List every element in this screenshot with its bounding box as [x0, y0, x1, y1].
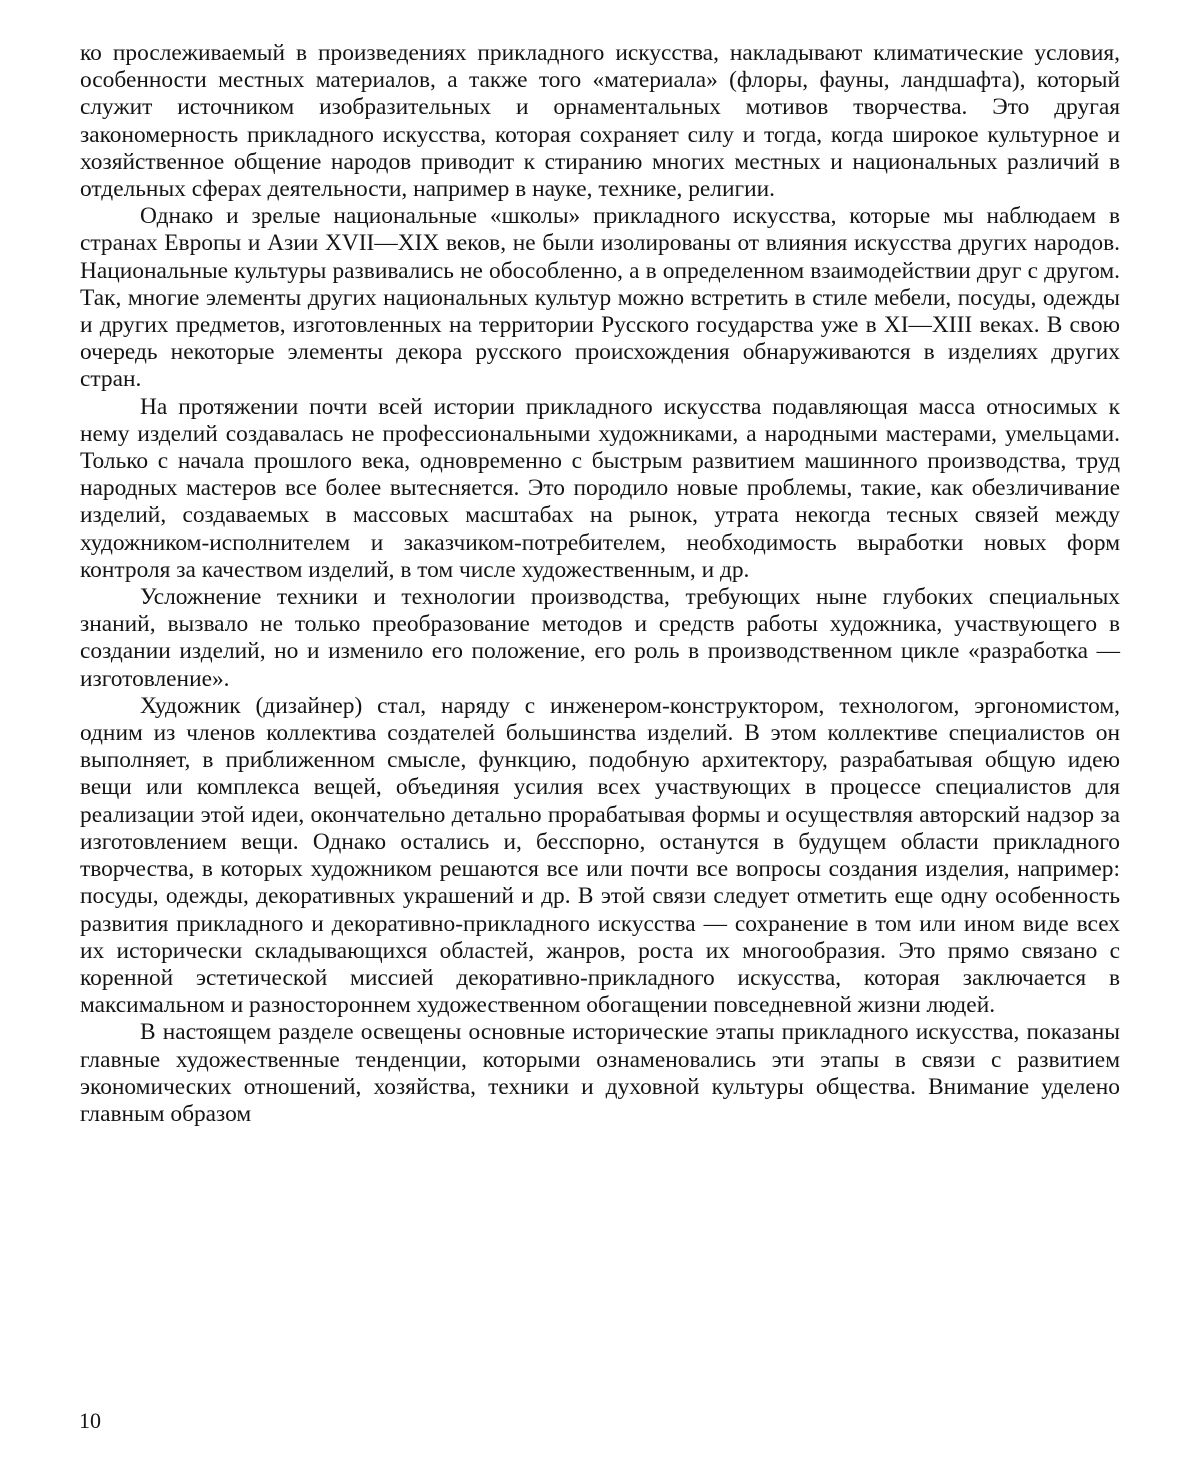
paragraph-1: ко прослеживаемый в произведениях прикладного искусства, накладывают климатические условия, особенности местных материалов, а также того «материала» (флоры, фауны, ландшафта), который служит источником изобразительных и орнаментальных мотивов творчества. Это другая закономерность прикладного искусства, которая сохраняет силу и тогда, когда широкое культурное и хозяйственное общение народов приводит к стиранию многих местных и национальных различий в отдельных сферах деятельности, например в науке, технике, религии.	[80, 40, 1120, 203]
paragraph-2: Однако и зрелые национальные «школы» прикладного искусства, которые мы наблюдаем в странах Европы и Азии XVII—XIX веков, не были изолированы от влияния искусства других народов. Национальные культуры развивались не обособленно, а в определенном взаимодействии друг с другом. Так, многие элементы других национальных культур можно встретить в стиле мебели, посуды, одежды и других предметов, изготовленных на территории Русского государства уже в XI—XIII веках. В свою очередь некоторые элементы декора русского происхождения обнаруживаются в изделиях других стран.	[80, 203, 1120, 393]
paragraph-3: На протяжении почти всей истории прикладного искусства подавляющая масса относимых к нему изделий создавалась не профессиональными художниками, а народными мастерами, умельцами. Только с начала прошлого века, одновременно с быстрым развитием машинного производства, труд народных мастеров все более вытесняется. Это породило новые проблемы, такие, как обезличивание изделий, создаваемых в массовых масштабах на рынок, утрата некогда тесных связей между художником-исполнителем и заказчиком-потребителем, необходимость выработки новых форм контроля за качеством изделий, в том числе художественным, и др.	[80, 394, 1120, 584]
page-number: 10	[79, 1408, 101, 1434]
paragraph-6: В настоящем разделе освещены основные исторические этапы прикладного искусства, показаны главные художественные тенденции, которыми ознаменовались эти этапы в связи с развитием экономических отношений, хозяйства, техники и духовной культуры общества. Внимание уделено главным образом	[80, 1019, 1120, 1128]
page-body	[80, 40, 1120, 1128]
paragraph-5: Художник (дизайнер) стал, наряду с инженером-конструктором, технологом, эргономистом, одним из членов коллектива создателей большинства изделий. В этом коллективе специалистов он выполняет, в приближенном смысле, функцию, подобную архитектору, разрабатывая общую идею вещи или комплекса вещей, объединяя усилия всех участвующих в процессе специалистов для реализации этой идеи, окончательно детально прорабатывая формы и осуществляя авторский надзор за изготовлением вещи. Однако остались и, бесспорно, останутся в будущем области прикладного творчества, в которых художником решаются все или почти все вопросы создания изделия, например: посуды, одежды, декоративных украшений и др. В этой связи следует отметить еще одну особенность развития прикладного и декоративно-прикладного искусства — сохранение в том или ином виде всех их исторически складывающихся областей, жанров, роста их многообразия. Это прямо связано с коренной эстетической миссией декоративно-прикладного искусства, которая заключается в максимальном и разностороннем художественном обогащении повседневной жизни людей.	[80, 693, 1120, 1019]
paragraph-4: Усложнение техники и технологии производства, требующих ныне глубоких специальных знаний, вызвало не только преобразование методов и средств работы художника, участвующего в создании изделий, но и изменило его положение, его роль в производственном цикле «разработка — изготовление».	[80, 584, 1120, 693]
